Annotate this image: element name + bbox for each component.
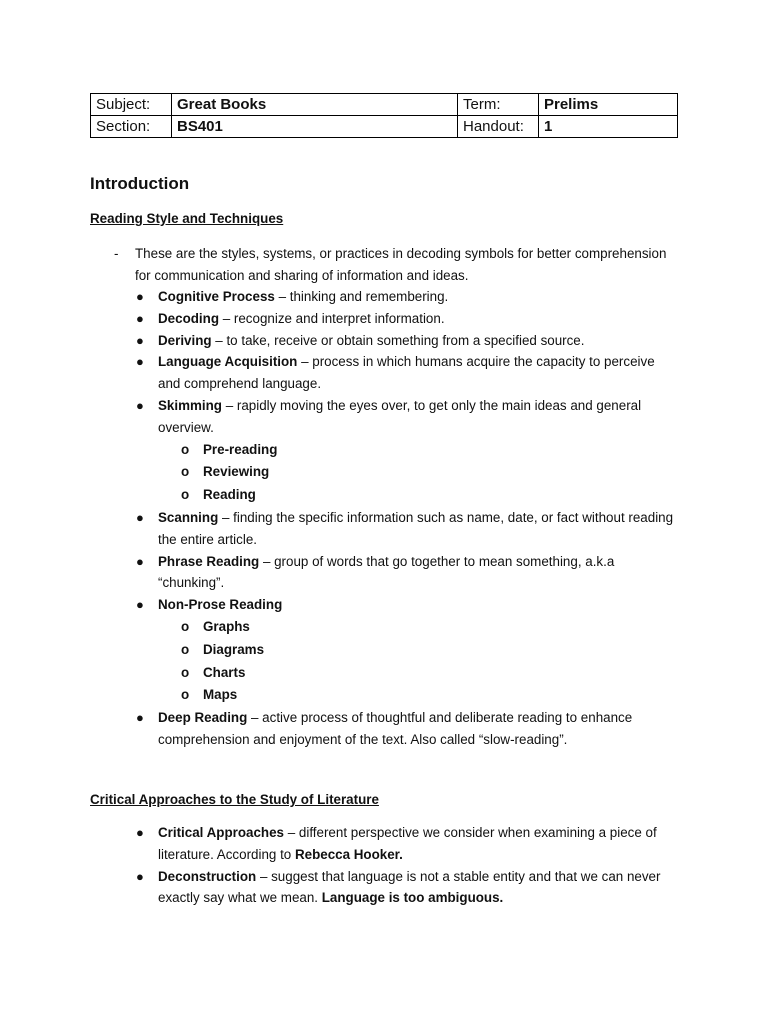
handout-header-table xyxy=(90,93,678,138)
list-item xyxy=(136,351,676,395)
sublist-text: Pre-reading xyxy=(203,441,278,457)
list-item xyxy=(136,822,676,866)
item-desc: – thinking and remembering. xyxy=(274,289,449,304)
item-emphasis: Rebecca Hooker. xyxy=(294,846,403,862)
bullet-icon: ● xyxy=(136,868,144,884)
bullet-icon: ● xyxy=(136,710,144,726)
item-desc: – different perspective we consider when examining a piece of literature. According to xyxy=(158,825,657,862)
bullet-icon: ● xyxy=(136,397,144,413)
sublist-text: Charts xyxy=(203,664,246,680)
subject-label: Subject: xyxy=(91,94,172,116)
sublist-text: Diagrams xyxy=(203,641,265,657)
list-item xyxy=(136,395,676,507)
sublist-item xyxy=(158,684,676,707)
dash-item xyxy=(114,243,674,286)
item-term: Critical Approaches xyxy=(158,825,285,840)
handout-value: 1 xyxy=(539,116,678,138)
circle-bullet-icon: o xyxy=(181,664,190,680)
handout-label: Handout: xyxy=(458,116,539,138)
circle-bullet-icon: o xyxy=(181,618,190,634)
term-value: Prelims xyxy=(539,94,678,116)
section-label: Section: xyxy=(91,116,172,138)
term-label: Term: xyxy=(458,94,539,116)
item-term: Deep Reading xyxy=(158,710,248,726)
sublist-text: Reading xyxy=(203,487,256,503)
item-term: Phrase Reading xyxy=(158,553,260,569)
header-row-1 xyxy=(91,94,678,116)
list-item xyxy=(136,594,676,707)
sublist-item xyxy=(158,461,676,484)
dash-marker: - xyxy=(114,246,119,261)
item-desc: – process in which humans acquire the capacity to perceive and comprehend language. xyxy=(158,354,655,392)
reading-section-heading: Reading Style and Techniques xyxy=(90,211,284,226)
item-term: Deriving xyxy=(158,332,212,348)
item-term: Language Acquisition xyxy=(158,354,298,370)
item-term: Skimming xyxy=(158,397,222,413)
skimming-sublist xyxy=(158,439,676,507)
subject-value: Great Books xyxy=(172,94,458,116)
list-item xyxy=(136,866,676,910)
sublist-item xyxy=(158,484,676,507)
list-item xyxy=(136,330,676,352)
header-row-2 xyxy=(91,116,678,138)
list-item xyxy=(136,308,676,330)
critical-approaches-list xyxy=(136,822,676,909)
item-term: Deconstruction xyxy=(158,868,257,884)
item-desc: – active process of thoughtful and deliberate reading to enhance comprehension and enjoyment of the text. Also called “slow-reading”. xyxy=(158,710,633,747)
intro-heading: Introduction xyxy=(90,174,190,193)
item-emphasis: Language is too ambiguous. xyxy=(321,890,504,906)
bullet-icon: ● xyxy=(136,354,144,370)
sublist-text: Maps xyxy=(203,687,238,703)
item-term: Non-Prose Reading xyxy=(158,597,283,613)
item-desc: – to take, receive or obtain something from a specified source. xyxy=(211,332,585,348)
sublist-text: Graphs xyxy=(203,618,250,634)
list-item xyxy=(136,551,676,595)
circle-bullet-icon: o xyxy=(181,687,190,703)
bullet-icon: ● xyxy=(136,332,144,348)
sublist-item xyxy=(158,439,676,462)
non-prose-sublist xyxy=(158,616,676,707)
circle-bullet-icon: o xyxy=(181,441,190,457)
item-desc: – finding the specific information such as name, date, or fact without reading the entire article. xyxy=(158,509,674,547)
bullet-icon: ● xyxy=(136,553,144,569)
bullet-icon: ● xyxy=(136,509,144,525)
sublist-item xyxy=(158,639,676,662)
section-value: BS401 xyxy=(172,116,458,138)
circle-bullet-icon: o xyxy=(181,487,190,503)
item-desc: – group of words that go together to mean something, a.k.a “chunking”. xyxy=(158,553,615,591)
bullet-icon: ● xyxy=(136,597,144,613)
reading-techniques-list xyxy=(136,286,676,751)
circle-bullet-icon: o xyxy=(181,641,190,657)
item-term: Cognitive Process xyxy=(158,289,275,304)
item-term: Decoding xyxy=(158,310,220,326)
sublist-text: Reviewing xyxy=(203,464,270,480)
item-term: Scanning xyxy=(158,509,219,525)
item-desc: – recognize and interpret information. xyxy=(219,310,445,326)
dash-text: These are the styles, systems, or practices in decoding symbols for better comprehension for communication and sharing of information and ideas. xyxy=(135,246,667,283)
bullet-icon: ● xyxy=(136,825,144,840)
list-item xyxy=(136,286,676,308)
sublist-item xyxy=(158,662,676,685)
bullet-icon: ● xyxy=(136,289,144,304)
bullet-icon: ● xyxy=(136,310,144,326)
item-desc: – suggest that language is not a stable entity and that we can never exactly say what we mean. xyxy=(158,868,661,906)
sublist-item xyxy=(158,616,676,639)
critical-section-heading: Critical Approaches to the Study of Literature xyxy=(90,792,379,807)
circle-bullet-icon: o xyxy=(181,464,190,480)
item-desc: – rapidly moving the eyes over, to get only the main ideas and general overview. xyxy=(158,397,642,435)
list-item xyxy=(136,507,676,551)
list-item xyxy=(136,707,676,751)
